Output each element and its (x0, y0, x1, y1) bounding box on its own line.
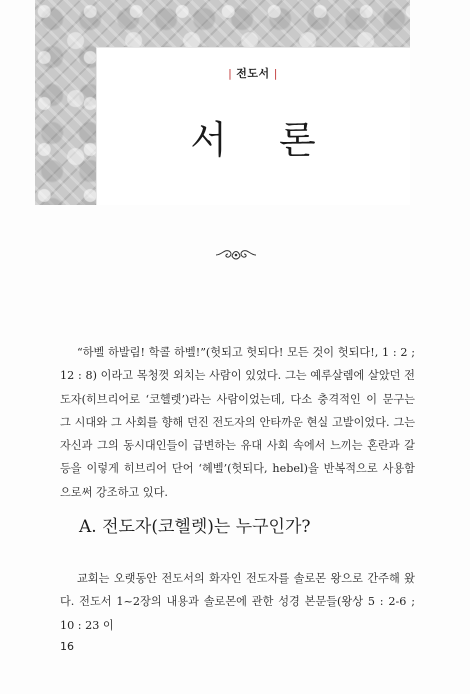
section-paragraph: 교회는 오랫동안 전도서의 화자인 전도자를 솔로몬 왕으로 간주해 왔다. 전도서 1~2장의 내용과 솔로몬에 관한 성경 본문들(왕상 5 : 2-6 ; 10 : 23 이 (60, 572, 415, 632)
book-label-text: 전도서 (236, 67, 270, 80)
book-label (96, 65, 410, 81)
page-number: 16 (60, 640, 74, 653)
intro-paragraph: “하벨 하발림! 학콜 하벨!”(헛되고 헛되다! 모든 것이 헛되다!, 1 : 2 ; 12 : 8) 이라고 목청껏 외치는 사람이 있었다. 그는 예루살렘에 살았던 전도자(히브리어로 ‘코헬렛’)라는 사람이었는데, 다소 충격적인 이 문구는 그 시대와 그 사회를 향해 던진 전도자의 안타까운 현실 고발이었다. 그는 자신과 그의 동시대인들이 급변하는 유대 사회 속에서 느끼는 혼란과 갈등을 이렇게 히브리어 단어 ‘헤벨’(헛되다, hebel)을 반복적으로 사용함으로써 강조하고 있다. (60, 346, 415, 499)
chapter-title: 서 론 (190, 118, 336, 162)
intro-paragraph-block (60, 341, 415, 504)
label-bar-left: | (228, 67, 233, 80)
flourish-ornament-icon (214, 246, 258, 264)
section-heading: A. 전도자(코헬렛)는 누구인가? (79, 517, 311, 537)
label-bar-right: | (273, 67, 278, 80)
section-paragraph-block (60, 567, 415, 637)
chapter-title-card (96, 47, 410, 205)
